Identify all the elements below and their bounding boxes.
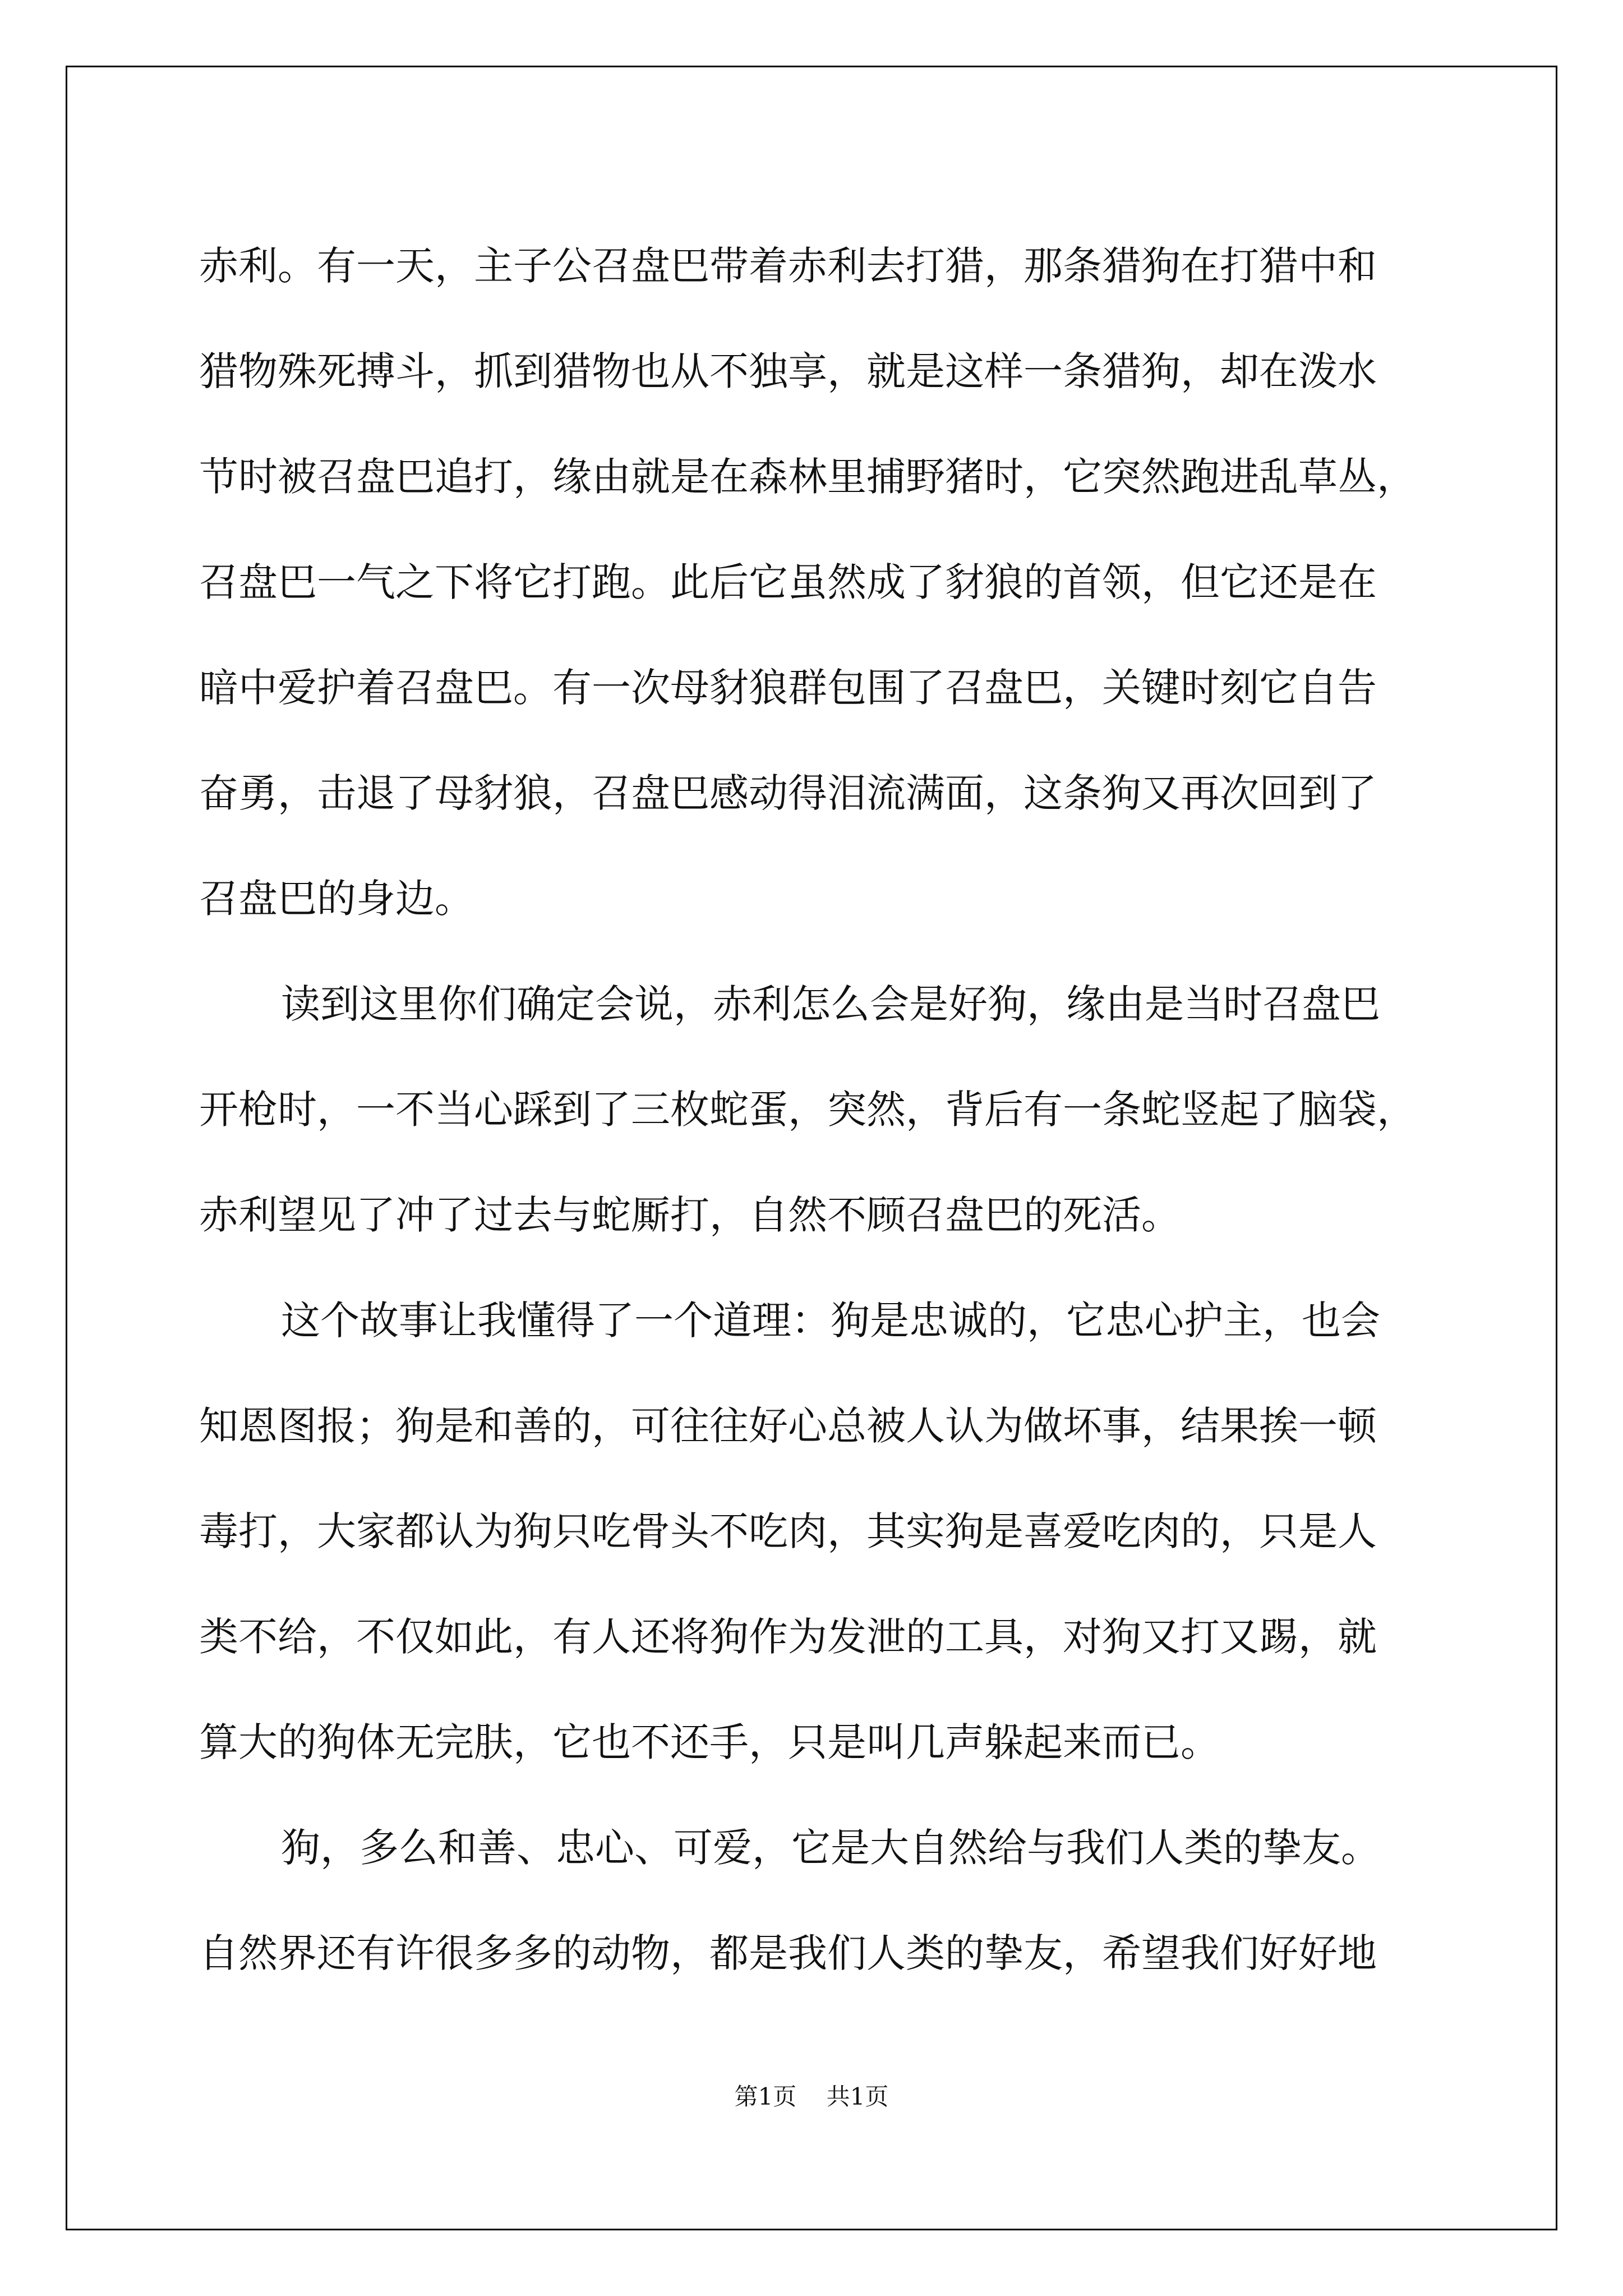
text-line: 节时被召盘巴追打，缘由就是在森林里捕野猪时，它突然跑进乱草丛， — [199, 454, 1416, 500]
text-line: 知恩图报；狗是和善的，可往往好心总被人认为做坏事，结果挨一顿 — [199, 1403, 1377, 1449]
document-body — [199, 213, 1461, 2006]
text-line: 猎物殊死搏斗，抓到猎物也从不独享，就是这样一条猎狗，却在泼水 — [199, 348, 1377, 394]
text-line: 赤利望见了冲了过去与蛇厮打，自然不顾召盘巴的死活。 — [199, 1192, 1181, 1238]
paragraph-start-line: 读到这里你们确定会说，赤利怎么会是好狗，缘由是当时召盘巴 — [281, 981, 1380, 1027]
text-line: 自然界还有许很多多的动物，都是我们人类的挚友，希望我们好好地 — [199, 1930, 1377, 1976]
text-line: 召盘巴的身边。 — [199, 876, 474, 922]
page-number: 第1页 — [734, 2083, 797, 2110]
page-footer — [0, 2078, 1623, 2112]
text-line: 赤利。有一天，主子公召盘巴带着赤利去打猎，那条猎狗在打猎中和 — [199, 243, 1377, 289]
page-total: 共1页 — [826, 2083, 889, 2110]
text-line: 召盘巴一气之下将它打跑。此后它虽然成了豺狼的首领，但它还是在 — [199, 559, 1377, 605]
paragraph-start-line: 这个故事让我懂得了一个道理：狗是忠诚的，它忠心护主，也会 — [281, 1297, 1380, 1343]
text-line: 算大的狗体无完肤，它也不还手，只是叫几声躲起来而已。 — [199, 1719, 1220, 1765]
text-line: 毒打，大家都认为狗只吃骨头不吃肉，其实狗是喜爱吃肉的，只是人 — [199, 1508, 1377, 1554]
paragraph-start-line: 狗，多么和善、忠心、可爱，它是大自然给与我们人类的挚友。 — [281, 1825, 1380, 1871]
text-line: 开枪时，一不当心踩到了三枚蛇蛋，突然，背后有一条蛇竖起了脑袋， — [199, 1087, 1416, 1133]
text-line: 奋勇，击退了母豺狼，召盘巴感动得泪流满面，这条狗又再次回到了 — [199, 770, 1377, 816]
text-line: 类不给，不仅如此，有人还将狗作为发泄的工具，对狗又打又踢，就 — [199, 1614, 1377, 1660]
text-line: 暗中爱护着召盘巴。有一次母豺狼群包围了召盘巴，关键时刻它自告 — [199, 665, 1377, 711]
